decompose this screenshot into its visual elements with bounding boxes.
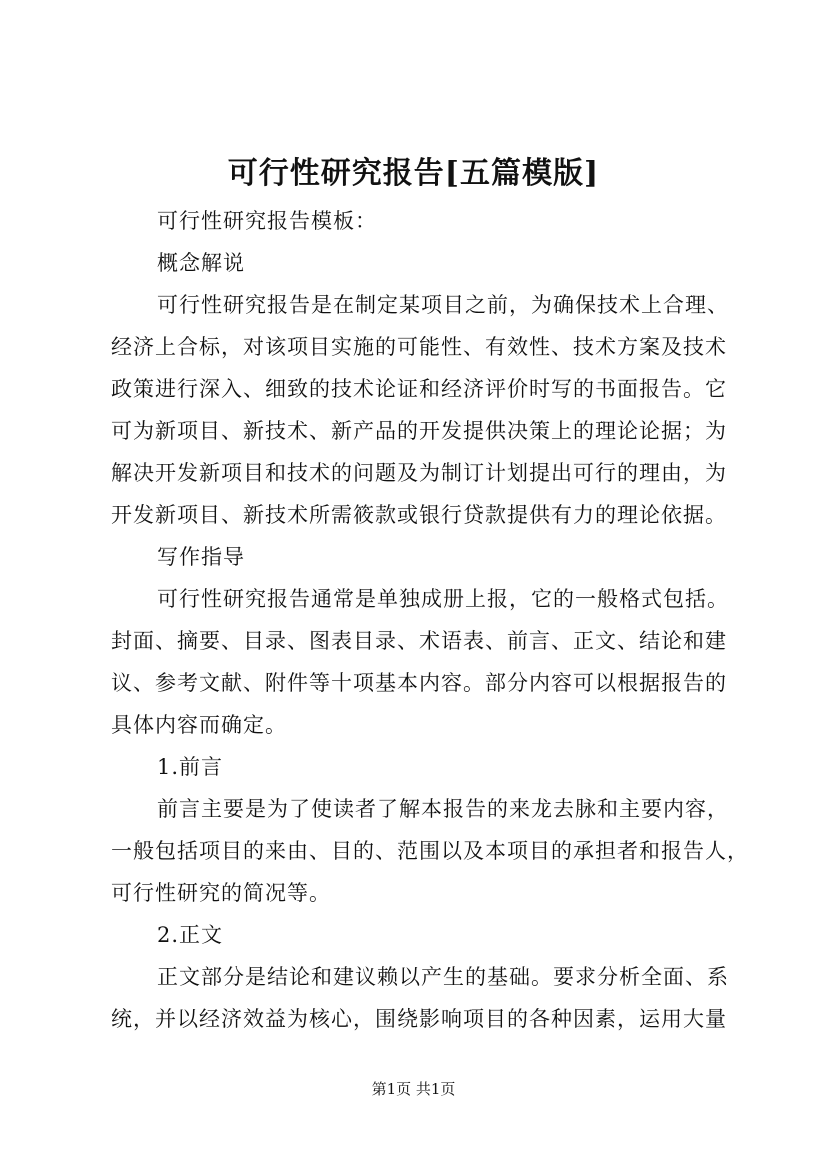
- page-footer: 第1页 共1页: [371, 1080, 456, 1098]
- section-heading: 概念解说: [157, 251, 245, 275]
- text-line: 议、参考文献、附件等十项基本内容。部分内容可以根据报告的: [111, 671, 727, 695]
- text-line: 统，并以经济效益为核心，围绕影响项目的各种因素，运用大量: [111, 1007, 727, 1031]
- text-line: 可行性研究报告通常是单独成册上报，它的一般格式包括。: [157, 587, 729, 611]
- text-line: 可为新项目、新技术、新产品的开发提供决策上的理论论据；为: [111, 419, 727, 443]
- text-line: 封面、摘要、目录、图表目录、术语表、前言、正文、结论和建: [111, 629, 727, 653]
- section-heading: 2.正文: [157, 923, 224, 947]
- text-line: 正文部分是结论和建议赖以产生的基础。要求分析全面、系: [157, 965, 729, 989]
- text-line: 政策进行深入、细致的技术论证和经济评价时写的书面报告。它: [111, 377, 727, 401]
- document-body: [111, 200, 751, 1040]
- text-line: 开发新项目、新技术所需筱款或银行贷款提供有力的理论依据。: [111, 503, 727, 527]
- text-line: 解决开发新项目和技术的问题及为制订计划提出可行的理由，为: [111, 461, 727, 485]
- text-line: 一般包括项目的来由、目的、范围以及本项目的承担者和报告人，: [111, 839, 749, 863]
- text-line: 具体内容而确定。: [111, 713, 287, 737]
- document-title: 可行性研究报告[五篇模版]: [227, 156, 600, 191]
- section-heading: 写作指导: [157, 545, 245, 569]
- text-line: 可行性研究报告是在制定某项目之前，为确保技术上合理、: [157, 293, 729, 317]
- text-line: 可行性研究报告模板：: [157, 209, 377, 233]
- text-line: 经济上合标，对该项目实施的可能性、有效性、技术方案及技术: [111, 335, 727, 359]
- section-heading: 1.前言: [157, 755, 224, 779]
- text-line: 前言主要是为了使读者了解本报告的来龙去脉和主要内容，: [157, 797, 729, 821]
- text-line: 可行性研究的简况等。: [111, 881, 331, 905]
